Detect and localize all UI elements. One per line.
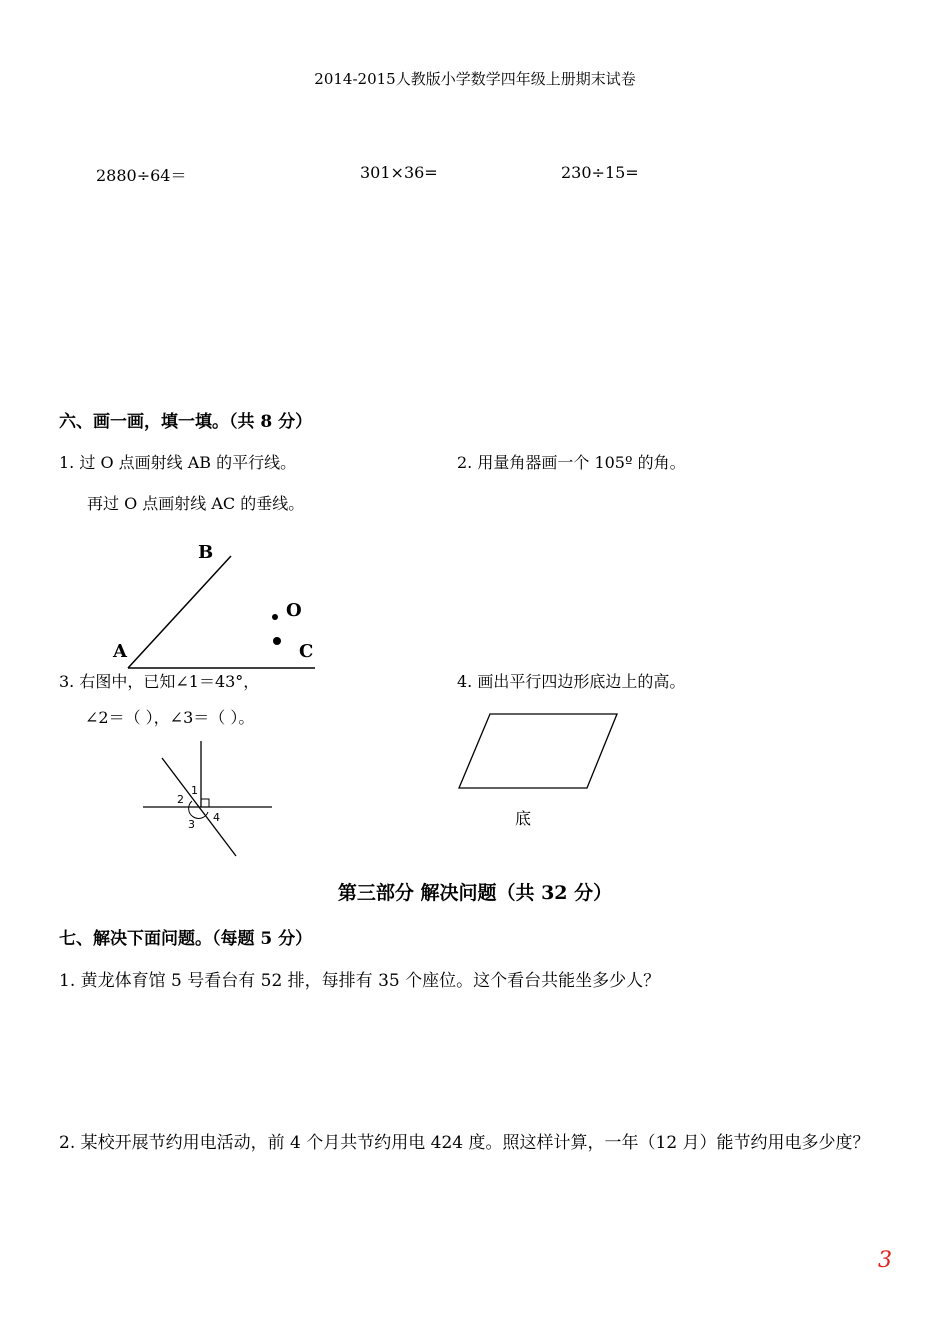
ray-ab <box>128 556 231 668</box>
question-1-line-1: 1. 过 O 点画射线 AB 的平行线。 <box>59 453 297 472</box>
point-o <box>272 614 278 620</box>
page-header-title: 2014-2015人教版小学数学四年级上册期末试卷 <box>314 70 636 88</box>
question-2: 2. 用量角器画一个 105º 的角。 <box>457 453 686 472</box>
section6-title: 六、画一画，填一填。（共 8 分） <box>59 412 313 432</box>
parallelogram-shape <box>459 714 617 788</box>
label-b: B <box>198 542 214 563</box>
label-o: O <box>286 600 302 621</box>
angle-arc <box>189 801 208 818</box>
question-3-line-1: 3. 右图中，已知∠1＝43°， <box>59 672 260 691</box>
base-label: 底 <box>515 809 532 828</box>
angle-label-2: 2 <box>177 793 184 806</box>
problem-1: 1. 黄龙体育馆 5 号看台有 52 排，每排有 35 个座位。这个看台共能坐多少人？ <box>59 971 661 991</box>
figure-parallelogram <box>455 708 625 798</box>
figure-rays-ab-ac <box>100 535 330 675</box>
question-4: 4. 画出平行四边形底边上的高。 <box>457 672 686 691</box>
label-c: C <box>299 641 314 662</box>
question-3-line-2: ∠2＝（ ），∠3＝（ ）。 <box>85 708 255 727</box>
calc-problem-2: 301×36= <box>360 163 438 182</box>
right-angle-mark <box>201 799 209 807</box>
section7-title: 七、解决下面问题。（每题 5 分） <box>59 929 313 949</box>
angle-label-4: 4 <box>213 811 220 824</box>
calc-problem-3: 230÷15= <box>561 163 639 182</box>
label-a: A <box>113 641 127 662</box>
point-c-dot <box>273 637 281 645</box>
angle-label-3: 3 <box>188 818 195 831</box>
part3-title: 第三部分 解决问题（共 32 分） <box>337 882 613 904</box>
calc-problem-1: 2880÷64＝ <box>96 166 187 185</box>
problem-2: 2. 某校开展节约用电活动，前 4 个月共节约用电 424 度。照这样计算，一年（12 月）能节约用电多少度？ <box>59 1133 870 1153</box>
page-number: 3 <box>878 1248 892 1273</box>
angle-label-1: 1 <box>191 784 198 797</box>
question-1-line-2: 再过 O 点画射线 AC 的垂线。 <box>87 494 305 513</box>
figure-intersecting-lines <box>140 738 280 863</box>
